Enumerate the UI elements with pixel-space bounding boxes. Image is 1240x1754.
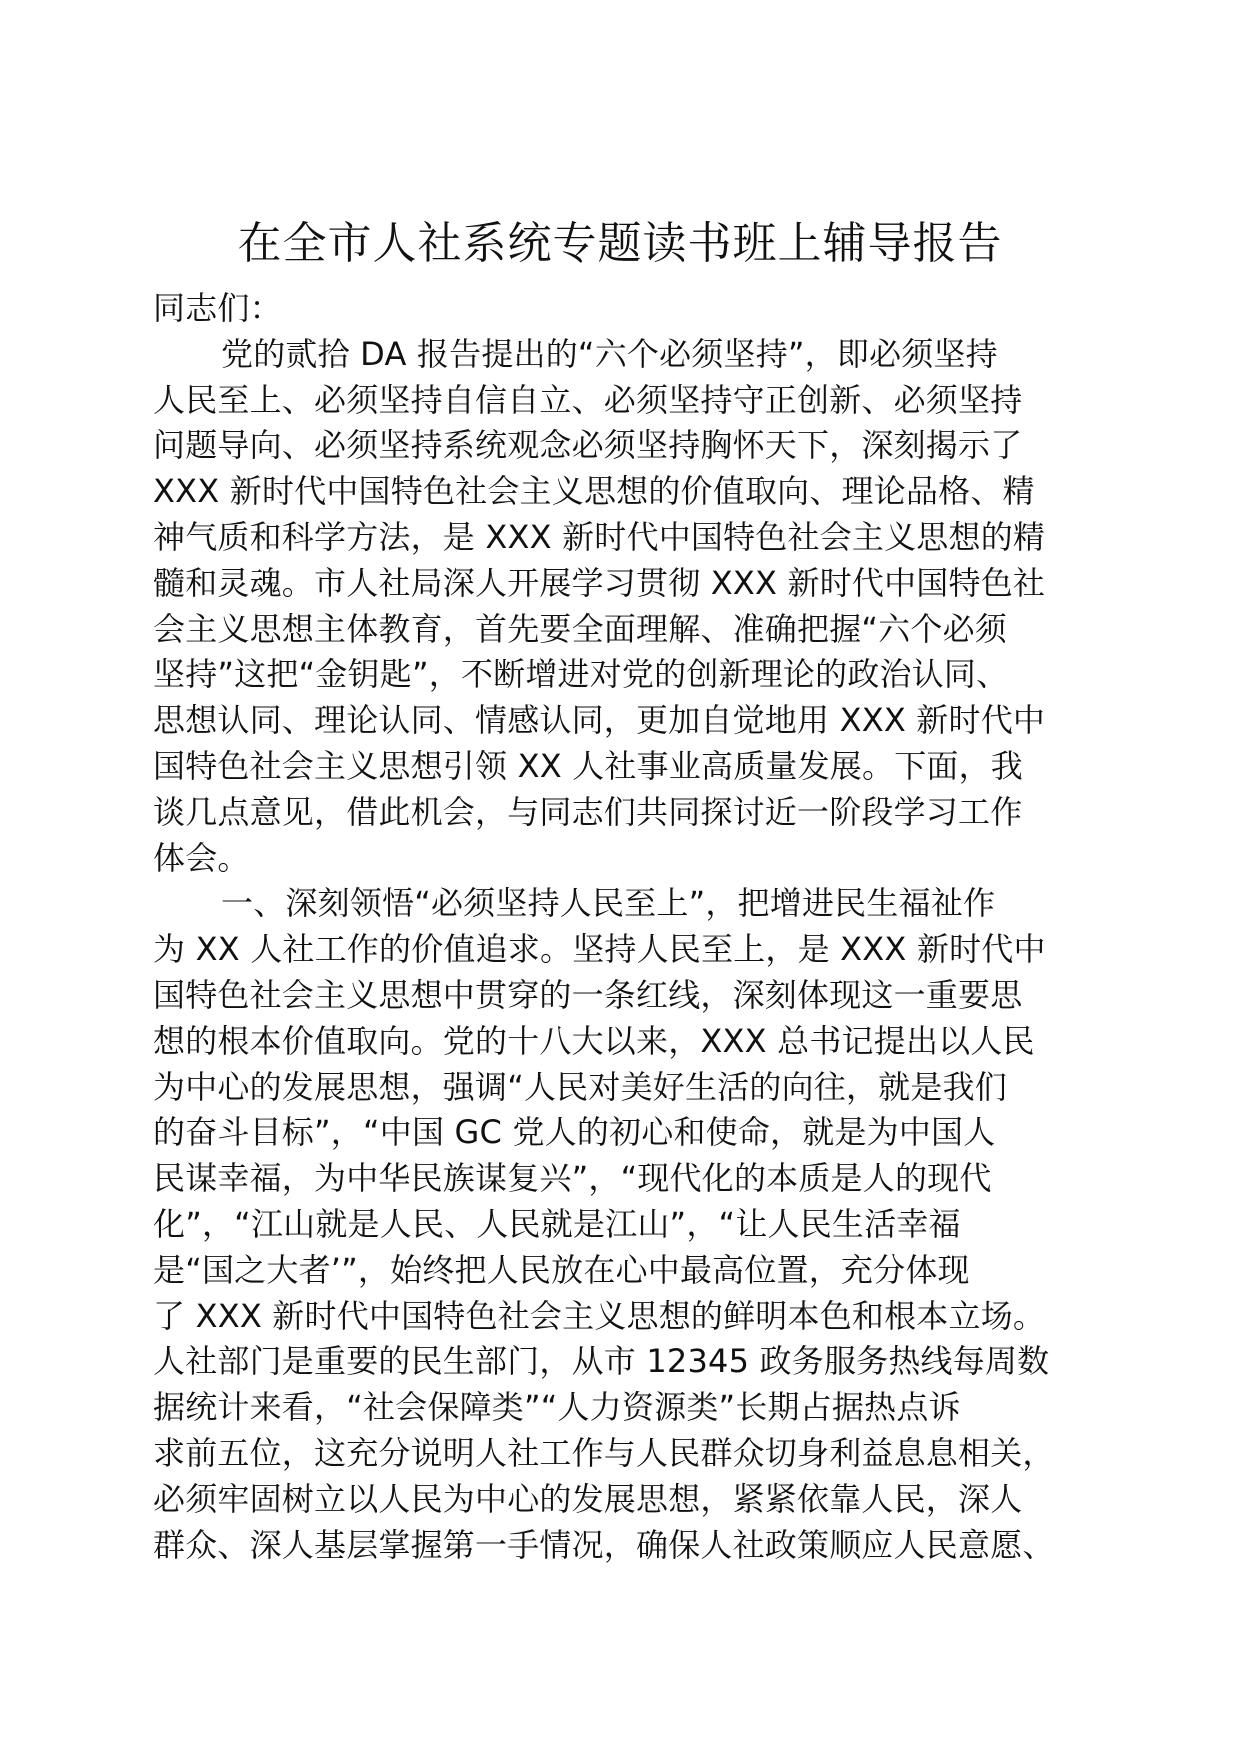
- text-line: XXX 新时代中国特色社会主义思想的价值取向、理论品格、精: [153, 472, 1035, 511]
- text-line: 问题导向、必须坚持系统观念必须坚持胸怀天下，深刻揭示了: [153, 426, 1023, 465]
- text-line: 的奋斗目标”，“中国 GC 党人的初心和使命，就是为中国人: [153, 1113, 996, 1152]
- document-body: [153, 286, 1083, 1568]
- text-line: 民谋幸福，为中华民族谋复兴”，“现代化的本质是人的现代: [153, 1159, 992, 1198]
- text-line: 群众、深人基层掌握第一手情况，确保人社政策顺应人民意愿、: [153, 1525, 1055, 1564]
- text-line: 党的贰拾 DA 报告提出的“六个必须坚持”，即必须坚持: [221, 334, 998, 373]
- text-line: 据统计来看，“社会保障类”“人力资源类”长期占据热点诉: [153, 1388, 961, 1427]
- document-title: 在全市人社系统专题读书班上辅导报告: [237, 218, 1003, 269]
- text-line: 人民至上、必须坚持自信自立、必须坚持守正创新、必须坚持: [153, 380, 1023, 419]
- text-line: 会主义思想主体教育，首先要全面理解、准确把握“六个必须: [153, 609, 1007, 648]
- text-line: 必须牢固树立以人民为中心的发展思想，紧紧依靠人民，深人: [153, 1479, 1023, 1518]
- text-line: 一、深刻领悟“必须坚持人民至上”，把增进民生福祉作: [221, 884, 996, 923]
- text-line: 国特色社会主义思想中贯穿的一条红线，深刻体现这一重要思: [153, 975, 1023, 1014]
- text-line: 求前五位，这充分说明人社工作与人民群众切身利益息息相关，: [153, 1433, 1055, 1472]
- text-line: 髓和灵魂。市人社局深人开展学习贯彻 XXX 新时代中国特色社: [153, 563, 1046, 602]
- text-line: 体会。: [153, 838, 250, 877]
- text-line: 人社部门是重要的民生部门，从市 12345 政务服务热线每周数: [153, 1342, 1050, 1381]
- text-line: 思想认同、理论认同、情感认同，更加自觉地用 XXX 新时代中: [153, 701, 1046, 740]
- text-line: 为中心的发展思想，强调“人民对美好生活的向往，就是我们: [153, 1067, 1007, 1106]
- text-line: 想的根本价值取向。党的十八大以来，XXX 总书记提出以人民: [153, 1021, 1035, 1060]
- text-line: 了 XXX 新时代中国特色社会主义思想的鲜明本色和根本立场。: [153, 1296, 1046, 1335]
- text-line: 是“国之大者’”，始终把人民放在心中最高位置，充分体现: [153, 1250, 970, 1289]
- text-line: 为 XX 人社工作的价值追求。坚持人民至上，是 XXX 新时代中: [153, 930, 1046, 969]
- text-line: 化”，“江山就是人民、人民就是江山”，“让人民生活幸福: [153, 1204, 961, 1243]
- text-line: 谈几点意见，借此机会，与同志们共同探讨近一阶段学习工作: [153, 792, 1023, 831]
- text-line: 坚持”这把“金钥匙”，不断增进对党的创新理论的政治认同、: [153, 655, 1009, 694]
- text-line: 同志们：: [153, 289, 282, 327]
- text-line: 神气质和科学方法，是 XXX 新时代中国特色社会主义思想的精: [153, 517, 1046, 556]
- text-line: 国特色社会主义思想引领 XX 人社事业高质量发展。下面，我: [153, 746, 1023, 785]
